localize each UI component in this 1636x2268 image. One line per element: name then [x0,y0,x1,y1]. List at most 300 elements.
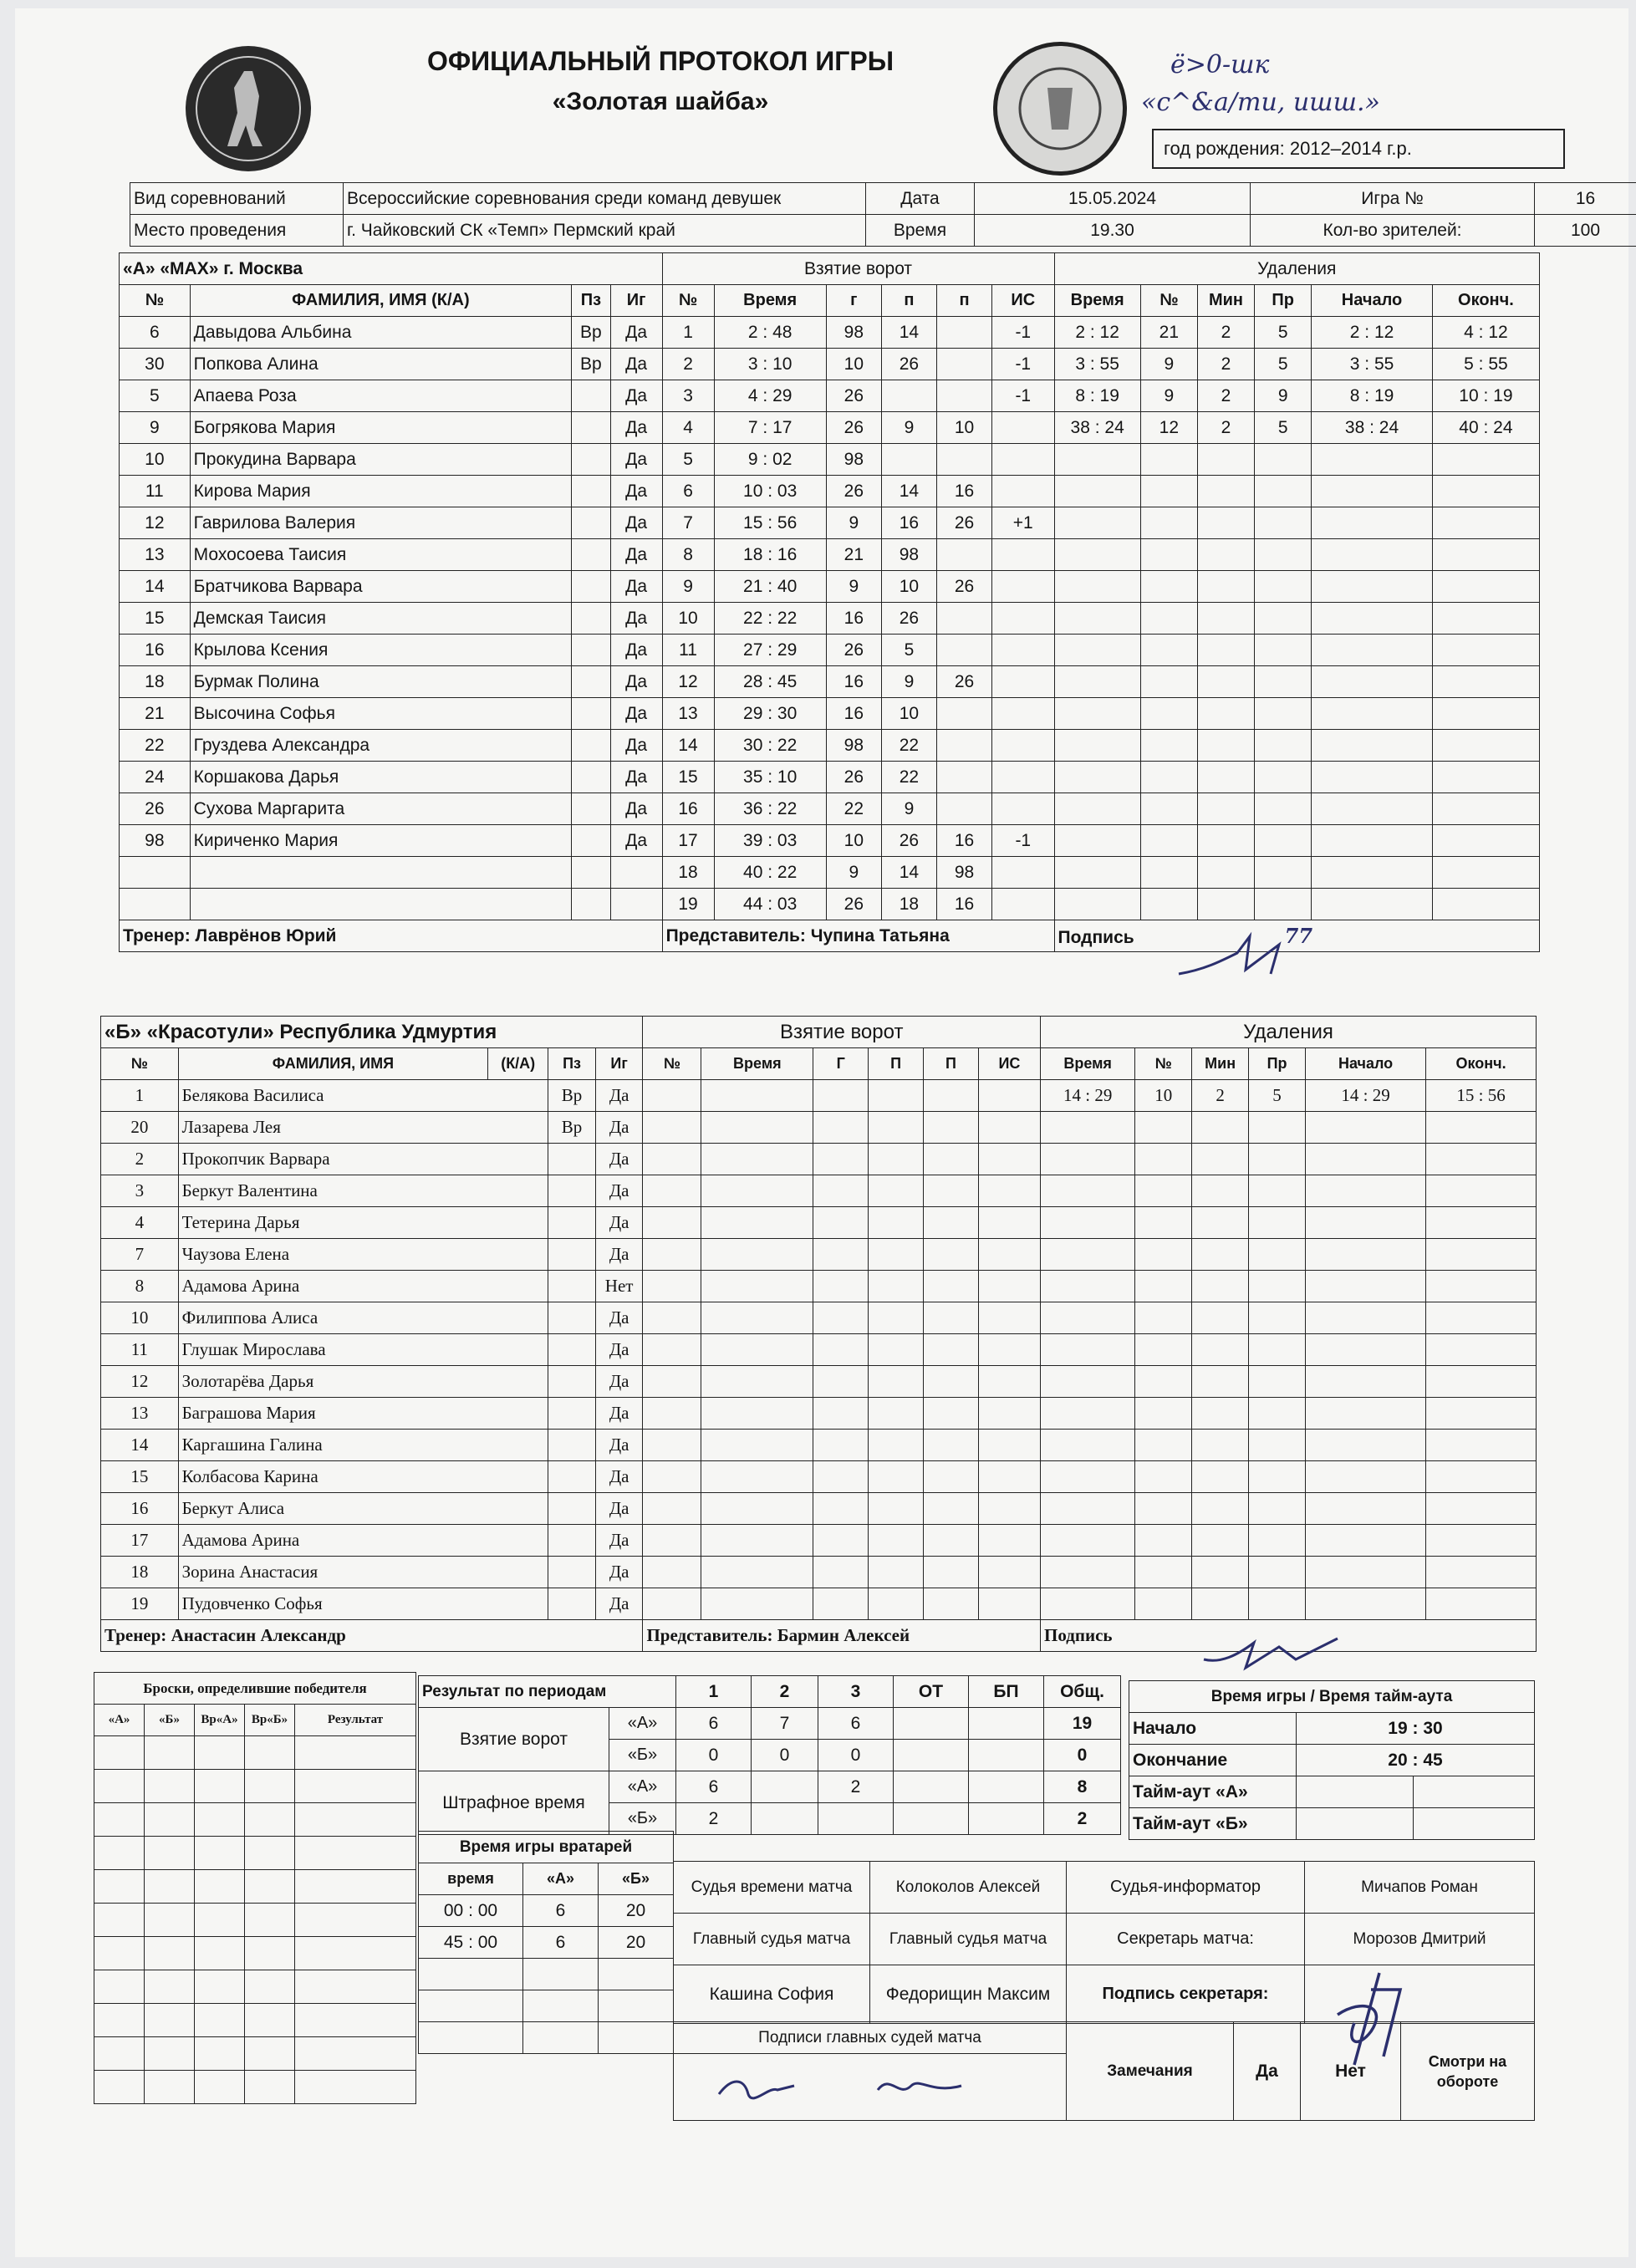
empty-cell [1432,666,1539,698]
empty-cell [1054,825,1140,857]
empty-cell [643,1430,701,1461]
pim-b-p1: 2 [676,1803,752,1835]
team-a-col-1: ФАМИЛИЯ, ИМЯ (К/А) [190,285,571,317]
player-played: Да [610,317,662,349]
empty-cell [643,1175,701,1207]
penalty-start: 14 : 29 [1306,1080,1426,1112]
goalie-a: 6 [523,1895,599,1927]
player-number: 9 [120,412,191,444]
empty-cell [1426,1588,1537,1620]
goal-time: 30 : 22 [714,730,826,762]
goal-assist-2 [936,635,991,666]
empty-cell [1192,1239,1249,1271]
team-b-signature-scribble [1195,1626,1346,1676]
team-a-row [120,476,1540,507]
team-a-row [120,412,1540,444]
goalie-b: 20 [599,1895,674,1927]
goal-situation [992,889,1054,920]
empty-cell [978,1557,1040,1588]
penalty-start-sec: 19 [1374,385,1394,405]
informer-name: Мичапов Роман [1305,1862,1535,1914]
player-played: Да [595,1430,643,1461]
team-a-row [120,603,1540,635]
team-a-row [120,889,1540,920]
penalty-start-sec: 29 [1372,1085,1390,1105]
timekeeper-name: Колоколов Алексей [870,1862,1067,1914]
periods-title: Результат по периодам [419,1676,676,1708]
page-subtitle: «Золотая шайба» [552,88,769,115]
empty-cell [1249,1144,1306,1175]
empty-cell [1140,762,1197,793]
player-number: 12 [120,507,191,539]
team-a-pen-col-1: № [1140,285,1197,317]
empty-cell [94,2071,145,2104]
empty-cell [295,1937,416,1970]
goal-number: 4 [662,412,714,444]
empty-cell [813,1461,869,1493]
player-number: 14 [101,1430,179,1461]
goal-number: 15 [662,762,714,793]
empty-cell [1192,1271,1249,1302]
player-played: Да [595,1366,643,1398]
team-a-goal-col-1: Время [714,285,826,317]
penalty-time: 14 : 29 [1041,1080,1135,1112]
main-referee-2-name: Федорищин Максим [870,1965,1067,2024]
goals-b-p1: 0 [676,1740,752,1771]
empty-cell [1135,1239,1192,1271]
empty-cell [1312,444,1433,476]
empty-cell [924,1207,979,1239]
player-number: 6 [120,317,191,349]
penalty-min: 2 [1075,322,1086,342]
empty-cell [869,1588,924,1620]
goal-assist-1 [881,444,936,476]
goal-assist-2: 26 [936,571,991,603]
empty-cell [701,1334,813,1366]
team-a-col-2: Пз [572,285,610,317]
player-name: Филиппова Алиса [178,1302,548,1334]
empty-cell [813,1239,869,1271]
empty-cell [1041,1334,1135,1366]
goal-time: 21 : 40 [714,571,826,603]
empty-cell [1306,1239,1426,1271]
empty-cell [978,1112,1040,1144]
empty-cell [701,1588,813,1620]
goal-time: 18 : 16 [714,539,826,571]
player-name: Сухова Маргарита [190,793,571,825]
player-name: Мохосоева Таисия [190,539,571,571]
goal-second: 22 [777,735,798,755]
goal-assist-2 [936,603,991,635]
player-position [572,476,610,507]
penalty-player: 10 [1135,1080,1192,1112]
player-played: Да [595,1493,643,1525]
player-number: 16 [120,635,191,666]
empty-cell [1249,1175,1306,1207]
player-number: 14 [120,571,191,603]
player-name: Адамова Арина [178,1525,548,1557]
penalty-minutes: 2 [1197,317,1254,349]
team-b-coach [101,1620,643,1652]
goal-second: 40 [777,576,798,596]
empty-cell [1312,666,1433,698]
empty-cell [1249,1588,1306,1620]
team-b-row [101,1398,1537,1430]
timeout-b-label: Тайм-аут «Б» [1129,1808,1297,1840]
team-a-goal-col-3: п [881,285,936,317]
goal-second: 02 [772,449,793,469]
empty-cell [1255,793,1312,825]
shootout-table [94,1672,416,2104]
main-referee-2-label: Главный судья матча [870,1914,1067,1965]
team-a-row [120,380,1540,412]
empty-cell [1306,1461,1426,1493]
player-number: 10 [101,1302,179,1334]
empty-cell [295,1970,416,2004]
empty-cell [1054,507,1140,539]
goal-scorer: 26 [826,889,881,920]
goal-assist-2 [936,730,991,762]
goal-minute: 29 [743,703,763,723]
team-b-row [101,1366,1537,1398]
player-position [548,1493,596,1525]
team-b-pen-col-0: Время [1041,1048,1135,1080]
empty-cell [1140,730,1197,762]
empty-cell [924,1557,979,1588]
penalty-end-min: 4 [1464,322,1474,342]
goal-assist-2 [936,349,991,380]
empty-cell [869,1144,924,1175]
empty-cell [245,1937,295,1970]
empty-cell [1312,762,1433,793]
empty-cell [869,1080,924,1112]
main-referee-1-label: Главный судья матча [674,1914,870,1965]
empty-cell [978,1588,1040,1620]
player-name: Каргашина Галина [178,1430,548,1461]
empty-cell [1255,444,1312,476]
empty-cell [1197,730,1254,762]
empty-cell [1432,635,1539,666]
empty-cell [978,1302,1040,1334]
goal-minute: 7 [747,417,758,437]
referee-signatures-label: Подписи главных судей матча [674,2022,1067,2054]
empty-cell [1306,1207,1426,1239]
empty-cell [295,2004,416,2037]
empty-cell [1197,825,1254,857]
penalty-end: 15 : 56 [1426,1080,1537,1112]
empty-cell [643,1334,701,1366]
player-name: Коршакова Дарья [190,762,571,793]
pim-a-ot [894,1771,969,1803]
empty-cell [295,2071,416,2104]
empty-cell [1432,507,1539,539]
goalie-time-title: Время игры вратарей [419,1832,674,1863]
pim-b-label: «Б» [609,1803,676,1835]
empty-cell [813,1302,869,1334]
empty-cell [1426,1557,1537,1588]
empty-cell [701,1557,813,1588]
team-b-col-captain: (К/А) [488,1048,548,1080]
goal-second: 29 [772,385,793,405]
empty-cell [924,1430,979,1461]
empty-cell [1432,857,1539,889]
goal-assist-1: 22 [881,762,936,793]
empty-cell [813,1366,869,1398]
team-b-col-position: Пз [548,1048,596,1080]
empty-cell [295,1904,416,1937]
remarks-no: Нет [1301,2022,1401,2121]
empty-cell [94,1803,145,1837]
empty-cell [869,1430,924,1461]
empty-cell [145,1970,195,2004]
penalty-end-min: 15 [1456,1085,1475,1105]
goal-second: 22 [777,608,798,628]
empty-cell [295,1803,416,1837]
goals-a-total: 19 [1044,1708,1121,1740]
shootout-row [94,1803,416,1837]
goal-scorer: 26 [826,476,881,507]
goal-number: 17 [662,825,714,857]
goal-minute: 27 [743,640,763,660]
empty-cell [1249,1430,1306,1461]
empty-cell [701,1239,813,1271]
penalty-minutes: 2 [1192,1080,1249,1112]
team-a-pen-col-0: Время [1054,285,1140,317]
empty-cell [1192,1175,1249,1207]
goal-number: 16 [662,793,714,825]
empty-cell [1197,793,1254,825]
team-a-column-headers [120,285,1540,317]
goal-time: 40 : 22 [714,857,826,889]
empty-cell [813,1144,869,1175]
empty-cell [1432,762,1539,793]
empty-cell [195,1803,245,1837]
player-name: Апаева Роза [190,380,571,412]
empty-cell [1041,1175,1135,1207]
empty-cell [701,1144,813,1175]
empty-cell [1432,603,1539,635]
goal-scorer: 16 [826,698,881,730]
empty-cell [145,1736,195,1770]
empty-cell [1426,1207,1537,1239]
goal-scorer: 98 [826,444,881,476]
secretary-sign-label: Подпись секретаря: [1067,1965,1305,2024]
empty-cell [1054,539,1140,571]
empty-cell [94,1837,145,1870]
overtime-header: ОТ [894,1676,969,1708]
shootout-headers [94,1705,416,1736]
empty-cell [1255,666,1312,698]
goal-minute: 44 [743,894,763,914]
team-b-row [101,1271,1537,1302]
empty-cell [1312,603,1433,635]
player-position [548,1525,596,1557]
goal-situation [992,698,1054,730]
penalty-sec: 12 [1099,322,1119,342]
empty-cell [1041,1557,1135,1588]
player-played: Да [595,1080,643,1112]
secretary-label: Секретарь матча: [1067,1914,1305,1965]
player-position [572,539,610,571]
empty-cell [295,1870,416,1904]
penalty-start-sec: 55 [1374,354,1394,374]
penalty-minutes: 2 [1197,349,1254,380]
team-b-goal-col-2: Г [813,1048,869,1080]
empty-cell [1054,476,1140,507]
goals-a-p3: 6 [818,1708,894,1740]
empty-cell [1312,698,1433,730]
empty-cell [1249,1271,1306,1302]
penalty-time: 3 : 55 [1054,349,1140,380]
goal-number: 7 [662,507,714,539]
empty-cell [1135,1588,1192,1620]
team-a-name: «А» «MAX» г. Москва [120,253,663,285]
empty-cell [1197,857,1254,889]
player-played: Да [610,412,662,444]
penalty-start: 8 : 19 [1312,380,1433,412]
team-b-rep-label: Представитель: [646,1625,773,1645]
informer-label: Судья-информатор [1067,1862,1305,1914]
goal-second: 45 [777,671,798,691]
penalty-start-min: 8 [1349,385,1360,405]
goal-number: 14 [662,730,714,762]
goal-situation: -1 [992,317,1054,349]
tournament-logo-left [186,46,311,171]
empty-cell [195,1970,245,2004]
empty-cell [94,2004,145,2037]
player-number: 11 [101,1334,179,1366]
empty-cell [813,1334,869,1366]
penalty-start-min: 38 [1344,417,1365,437]
empty-cell [1312,825,1433,857]
empty-cell [643,1112,701,1144]
goal-scorer: 9 [826,507,881,539]
player-number: 16 [101,1493,179,1525]
empty-cell [1432,889,1539,920]
empty-cell [1312,571,1433,603]
penalty-start: 38 : 24 [1312,412,1433,444]
penalty-min: 3 [1075,354,1086,374]
team-b-col-number: № [101,1048,179,1080]
goals-b-total: 0 [1044,1740,1121,1771]
empty-cell [813,1493,869,1525]
empty-cell [1426,1398,1537,1430]
player-number: 20 [101,1112,179,1144]
empty-cell [978,1493,1040,1525]
penalty-start-sec: 24 [1379,417,1399,437]
empty-cell [245,1837,295,1870]
player-name: Прокудина Варвара [190,444,571,476]
empty-cell [1426,1302,1537,1334]
penalty-start-min: 2 [1349,322,1360,342]
team-b-goal-col-1: Время [701,1048,813,1080]
empty-cell [643,1144,701,1175]
goal-time: 36 : 22 [714,793,826,825]
empty-cell [1041,1461,1135,1493]
empty-cell [869,1239,924,1271]
player-number: 4 [101,1207,179,1239]
remarks-label: Замечания [1067,2022,1234,2121]
shootout-title: Броски, определившие победителя [94,1673,416,1705]
date-value: 15.05.2024 [975,183,1251,215]
team-a-row [120,317,1540,349]
shootout-row [94,1736,416,1770]
goal-situation: -1 [992,380,1054,412]
empty-cell [813,1430,869,1461]
player-position [548,1430,596,1461]
empty-cell [1306,1112,1426,1144]
empty-cell [701,1525,813,1557]
empty-cell [1255,476,1312,507]
team-b-coach-name: Анастасин Александр [171,1625,346,1645]
empty-cell [1140,666,1197,698]
empty-cell [1197,571,1254,603]
shootout-row [94,1970,416,2004]
team-b-row [101,1207,1537,1239]
tournament-logo-right [993,42,1127,176]
player-number [120,857,191,889]
empty-cell [643,1398,701,1430]
empty-cell [195,2071,245,2104]
empty-cell [924,1271,979,1302]
empty-cell [1135,1493,1192,1525]
penalty-start: 3 : 55 [1312,349,1433,380]
goal-number: 8 [662,539,714,571]
empty-cell [869,1112,924,1144]
empty-cell [195,1904,245,1937]
period-2-header: 2 [752,1676,818,1708]
goal-time: 29 : 30 [714,698,826,730]
empty-cell [1426,1461,1537,1493]
goal-assist-2: 26 [936,507,991,539]
player-number: 15 [120,603,191,635]
player-number: 22 [120,730,191,762]
pim-b-ot [894,1803,969,1835]
player-position [548,1175,596,1207]
penalty-sec: 55 [1099,354,1119,374]
empty-cell [1135,1557,1192,1588]
period-1-header: 1 [676,1676,752,1708]
goal-assist-2: 98 [936,857,991,889]
empty-cell [1054,793,1140,825]
goals-a-p1: 6 [676,1708,752,1740]
goal-scorer: 26 [826,380,881,412]
team-a-col-3: Иг [610,285,662,317]
empty-cell [1255,857,1312,889]
goalie-time-table [418,1831,674,2054]
empty-cell [1255,889,1312,920]
empty-cell [701,1493,813,1525]
goalie-col-1: «А» [523,1863,599,1895]
player-name: Чаузова Елена [178,1239,548,1271]
penalty-end: 40 : 24 [1432,412,1539,444]
goal-situation [992,603,1054,635]
empty-cell [813,1525,869,1557]
empty-cell [1255,635,1312,666]
player-name: Тетерина Дарья [178,1207,548,1239]
empty-cell [924,1493,979,1525]
goal-assist-2 [936,444,991,476]
empty-cell [1140,698,1197,730]
shootout-row [94,2037,416,2071]
team-a-row [120,539,1540,571]
shootout-row [94,1870,416,1904]
player-number: 12 [101,1366,179,1398]
empty-cell [1140,603,1197,635]
player-played: Да [595,1461,643,1493]
goal-second: 48 [772,322,793,342]
empty-cell [1312,730,1433,762]
